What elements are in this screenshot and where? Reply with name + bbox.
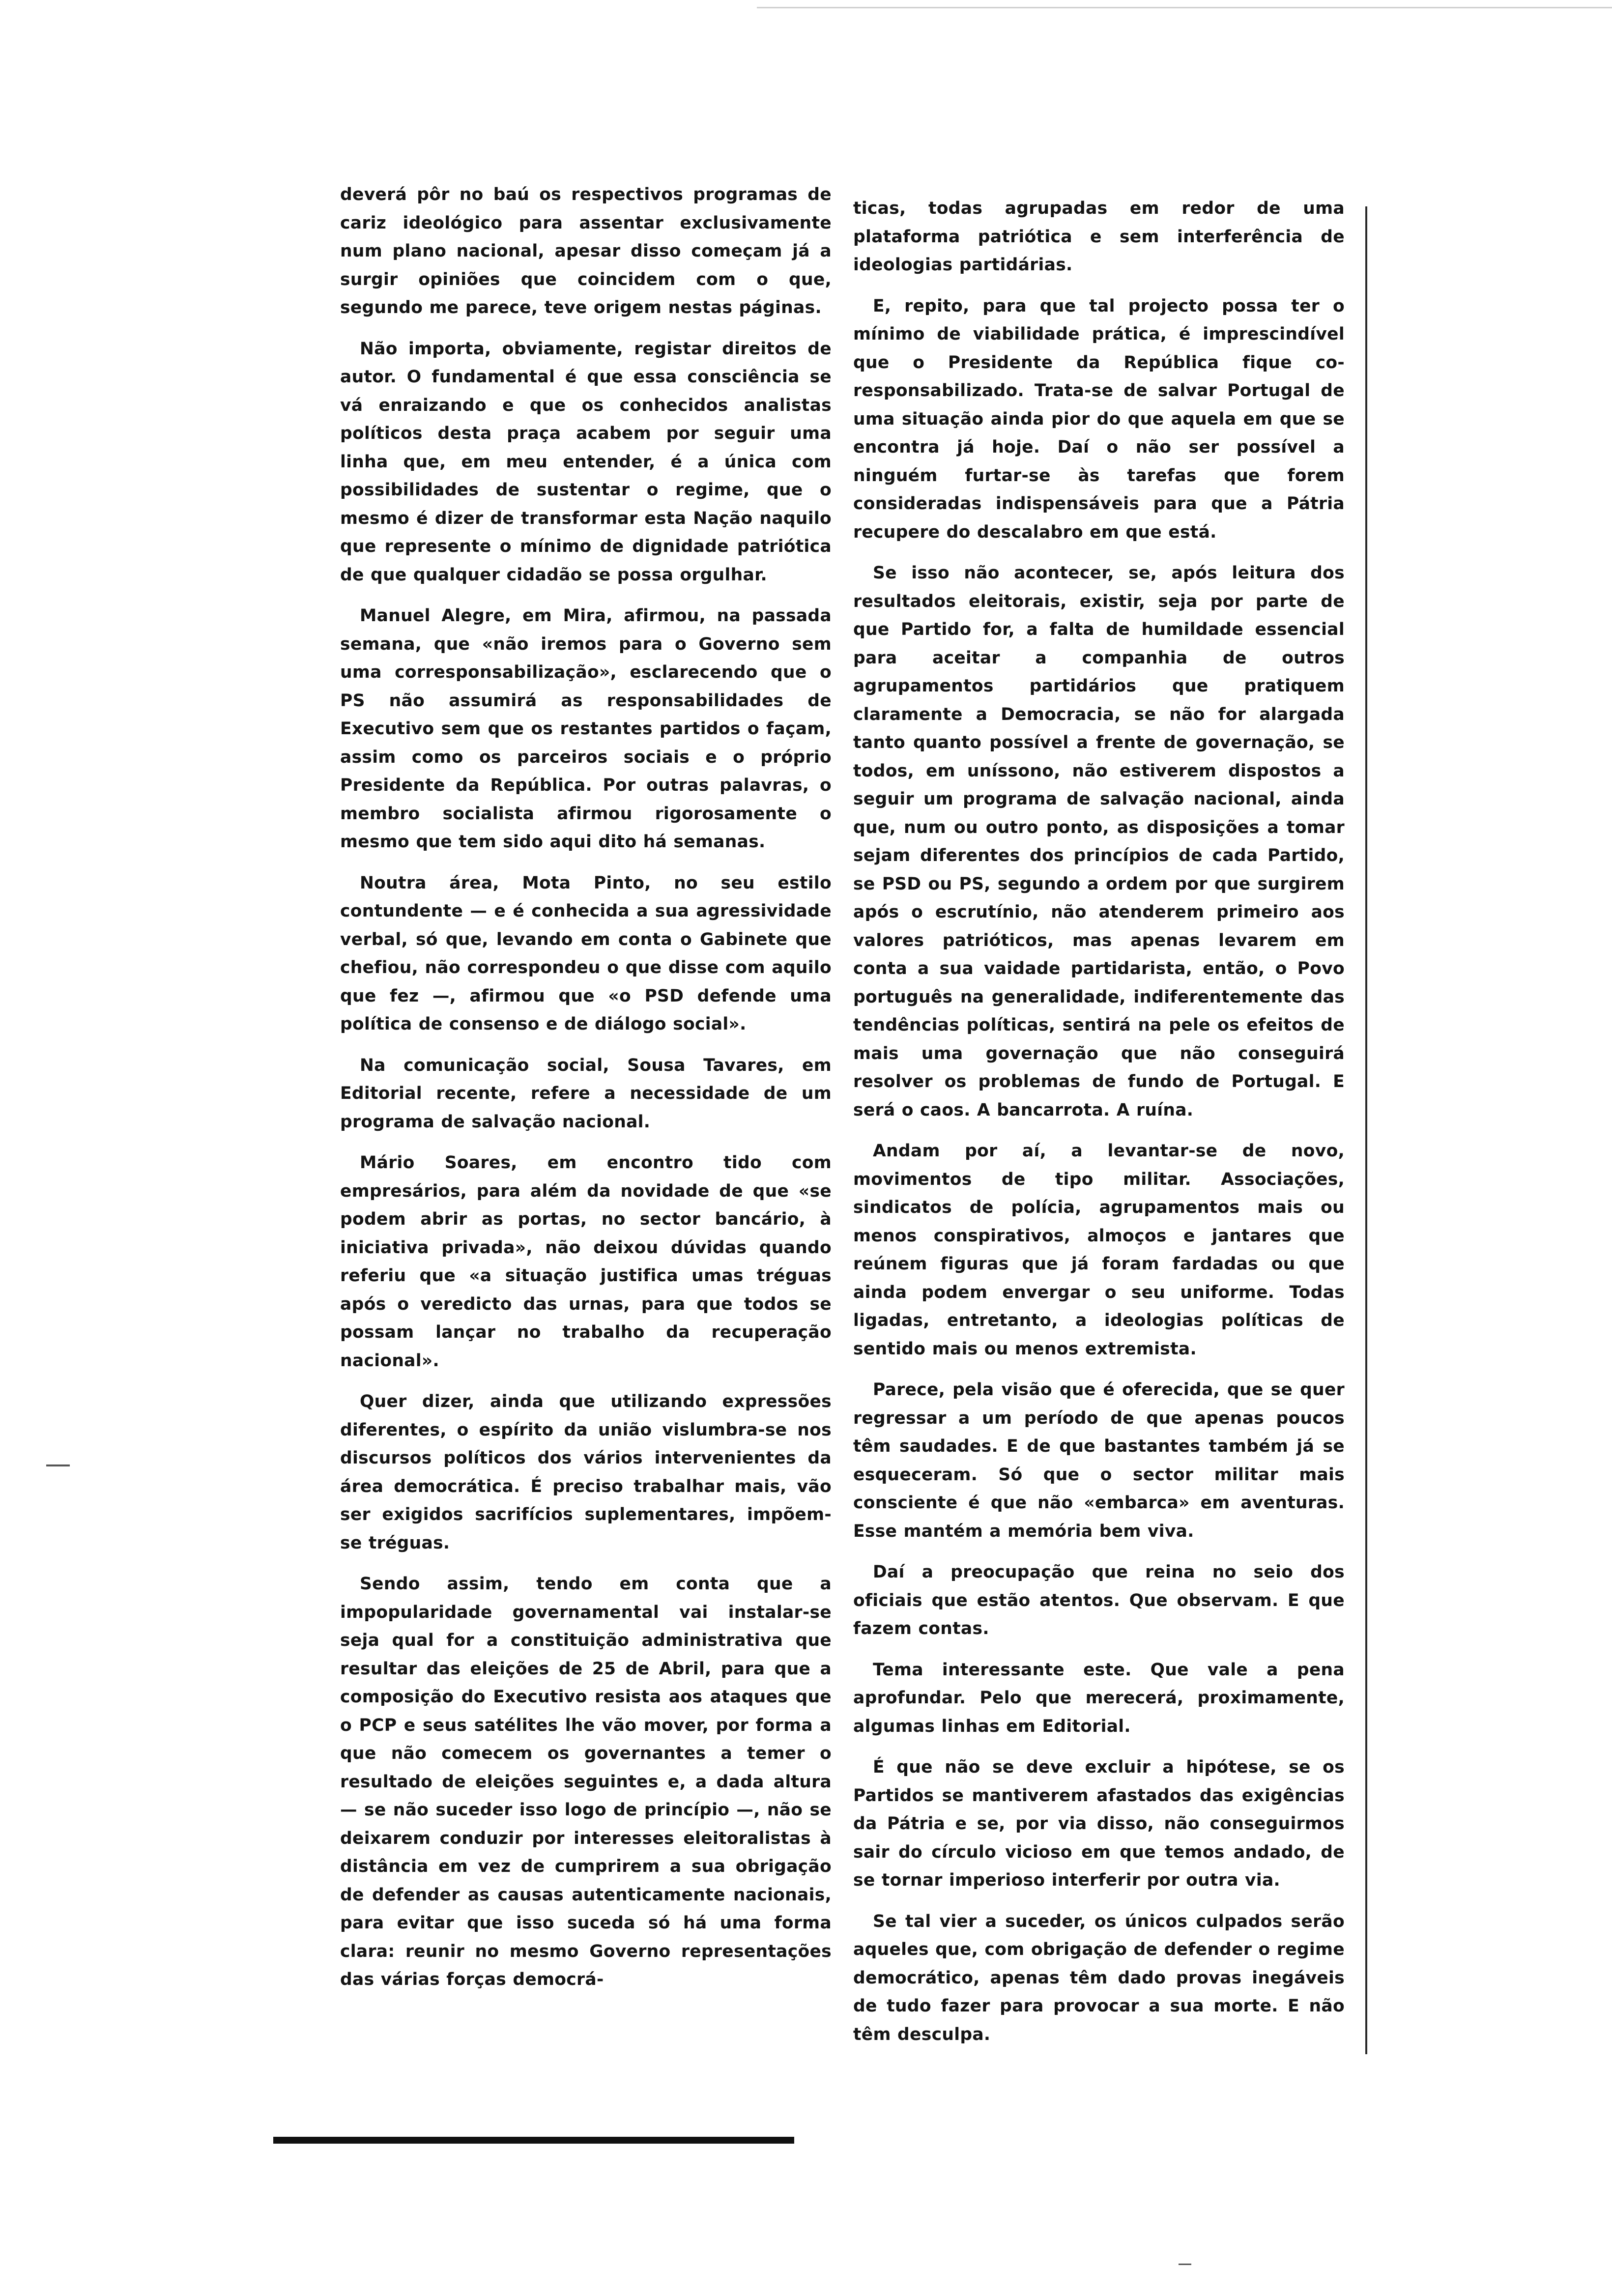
margin-tick (1179, 2264, 1191, 2265)
paragraph: Daí a preocupação que reina no seio dos oficiais que estão atentos. Que observam. E que fazem contas. (853, 1562, 1345, 1638)
paragraph: Se tal vier a suceder, os únicos culpados serão aqueles que, com obrigação de defender o regime democrático, apenas têm dado provas inegáveis de tudo fazer para provocar a sua morte. E não têm desculpa. (853, 1911, 1345, 2044)
bottom-rule (273, 2137, 794, 2144)
paragraph: Não importa, obviamente, registar direitos de autor. O fundamental é que essa consciência se vá enraizando e que os conhecidos analistas políticos desta praça acabem por seguir uma linha que, em meu entender, é a única com possibilidades de sustentar o regime, que o mesmo é dizer de transformar esta Nação naquilo que represente o mínimo de dignidade patriótica de que qualquer cidadão se possa orgulhar. (340, 339, 832, 585)
paragraph: Se isso não acontecer, se, após leitura dos resultados eleitorais, existir, seja por parte de que Partido for, a falta de humildade essencial para aceitar a companhia de outros agrupamentos partidários que pratiquem claramente a Democracia, se não for alargada tanto quanto possível a frente de governação, se todos, em uníssono, não estiverem dispostos a seguir um programa de salvação nacional, ainda que, num ou outro ponto, as disposições a tomar sejam diferentes dos princípios de cada Partido, se PSD ou PS, segundo a ordem por que surgirem após o escrutínio, não atenderem primeiro aos valores patrióticos, mas apenas levarem em conta a sua vaidade partidarista, então, o Povo português na generalidade, indiferentemente das tendências políticas, sentirá na pele os efeitos de mais uma governação que não conseguirá resolver os problemas de fundo de Portugal. E será o caos. A bancarrota. A ruína. (853, 563, 1345, 1120)
paragraph: Andam por aí, a levantar-se de novo, movimentos de tipo militar. Associações, sindicatos de polícia, agrupamentos mais ou menos conspirativos, almoços e jantares que reúnem figuras que já foram fardadas ou que ainda podem envergar o seu uniforme. Todas ligadas, entretanto, a ideologias políticas de sentido mais ou menos extremista. (853, 1141, 1345, 1359)
paragraph: É que não se deve excluir a hipótese, se os Partidos se mantiverem afastados das exigências da Pátria e se, por via disso, não conseguirmos sair do círculo vicioso em que temos andado, de se tornar imperioso interferir por outra via. (853, 1757, 1345, 1890)
paragraph: Mário Soares, em encontro tido com empresários, para além da novidade de que «se podem abrir as portas, no sector bancário, à iniciativa privada», não deixou dúvidas quando referiu que «a situação justifica umas tréguas após o veredicto das urnas, para que todos se possam lançar no trabalho da recuperação nacional». (340, 1153, 832, 1371)
paragraph: E, repito, para que tal projecto possa ter o mínimo de viabilidade prática, é imprescindível que o Presidente da República fique co-responsabilizado. Trata-se de salvar Portugal de uma situação ainda pior do que aquela em que se encontra já hoje. Daí o não ser possível a ninguém furtar-se às tarefas que forem consideradas indispensáveis para que a Pátria recupere do descalabro em que está. (853, 296, 1345, 542)
paragraph: Tema interessante este. Que vale a pena aprofundar. Pelo que merecerá, proximamente, algumas linhas em Editorial. (853, 1660, 1345, 1736)
column-rule (1365, 206, 1367, 2054)
right-column (853, 195, 1345, 2062)
paragraph: deverá pôr no baú os respectivos programas de cariz ideológico para assentar exclusivamente num plano nacional, apesar disso começam já a surgir opiniões que coincidem com o que, segundo me parece, teve origem nestas páginas. (340, 185, 832, 317)
left-column (340, 181, 832, 2007)
paragraph: Parece, pela visão que é oferecida, que se quer regressar a um período de que apenas poucos têm saudades. E de que bastantes também já se esqueceram. Só que o sector militar mais consciente é que não «embarca» em aventuras. Esse mantém a memória bem viva. (853, 1380, 1345, 1541)
scan-edge-mark (757, 7, 1612, 8)
paragraph: Na comunicação social, Sousa Tavares, em Editorial recente, refere a necessidade de um programa de salvação nacional. (340, 1055, 832, 1132)
paragraph: ticas, todas agrupadas em redor de uma plataforma patriótica e sem interferência de ideologias partidárias. (853, 199, 1345, 275)
paragraph: Sendo assim, tendo em conta que a impopularidade governamental vai instalar-se seja qual for a constituição administrativa que resultar das eleições de 25 de Abril, para que a composição do Executivo resista aos ataques que o PCP e seus satélites lhe vão mover, por forma a que não comecem os governantes a temer o resultado de eleições seguintes e, a dada altura — se não suceder isso logo de princípio —, não se deixarem conduzir por interesses eleitoralistas à distância em vez de cumprirem a sua obrigação de defender as causas autenticamente nacionais, para evitar que isso suceda só há uma forma clara: reunir no mesmo Governo representações das várias forças democrá- (340, 1574, 832, 1989)
margin-tick (46, 1464, 70, 1466)
paragraph: Noutra área, Mota Pinto, no seu estilo contundente — e é conhecida a sua agressividade verbal, só que, levando em conta o Gabinete que chefiou, não correspondeu o que disse com aquilo que fez —, afirmou que «o PSD defende uma política de consenso e de diálogo social». (340, 873, 832, 1034)
paragraph: Quer dizer, ainda que utilizando expressões diferentes, o espírito da união vislumbra-se nos discursos políticos dos vários intervenientes da área democrática. É preciso trabalhar mais, vão ser exigidos sacrifícios suplementares, impõem-se tréguas. (340, 1392, 832, 1553)
paragraph: Manuel Alegre, em Mira, afirmou, na passada semana, que «não iremos para o Governo sem uma corresponsabilização», esclarecendo que o PS não assumirá as responsabilidades de Executivo sem que os restantes partidos o façam, assim como os parceiros sociais e o próprio Presidente da República. Por outras palavras, o membro socialista afirmou rigorosamente o mesmo que tem sido aqui dito há semanas. (340, 606, 832, 852)
